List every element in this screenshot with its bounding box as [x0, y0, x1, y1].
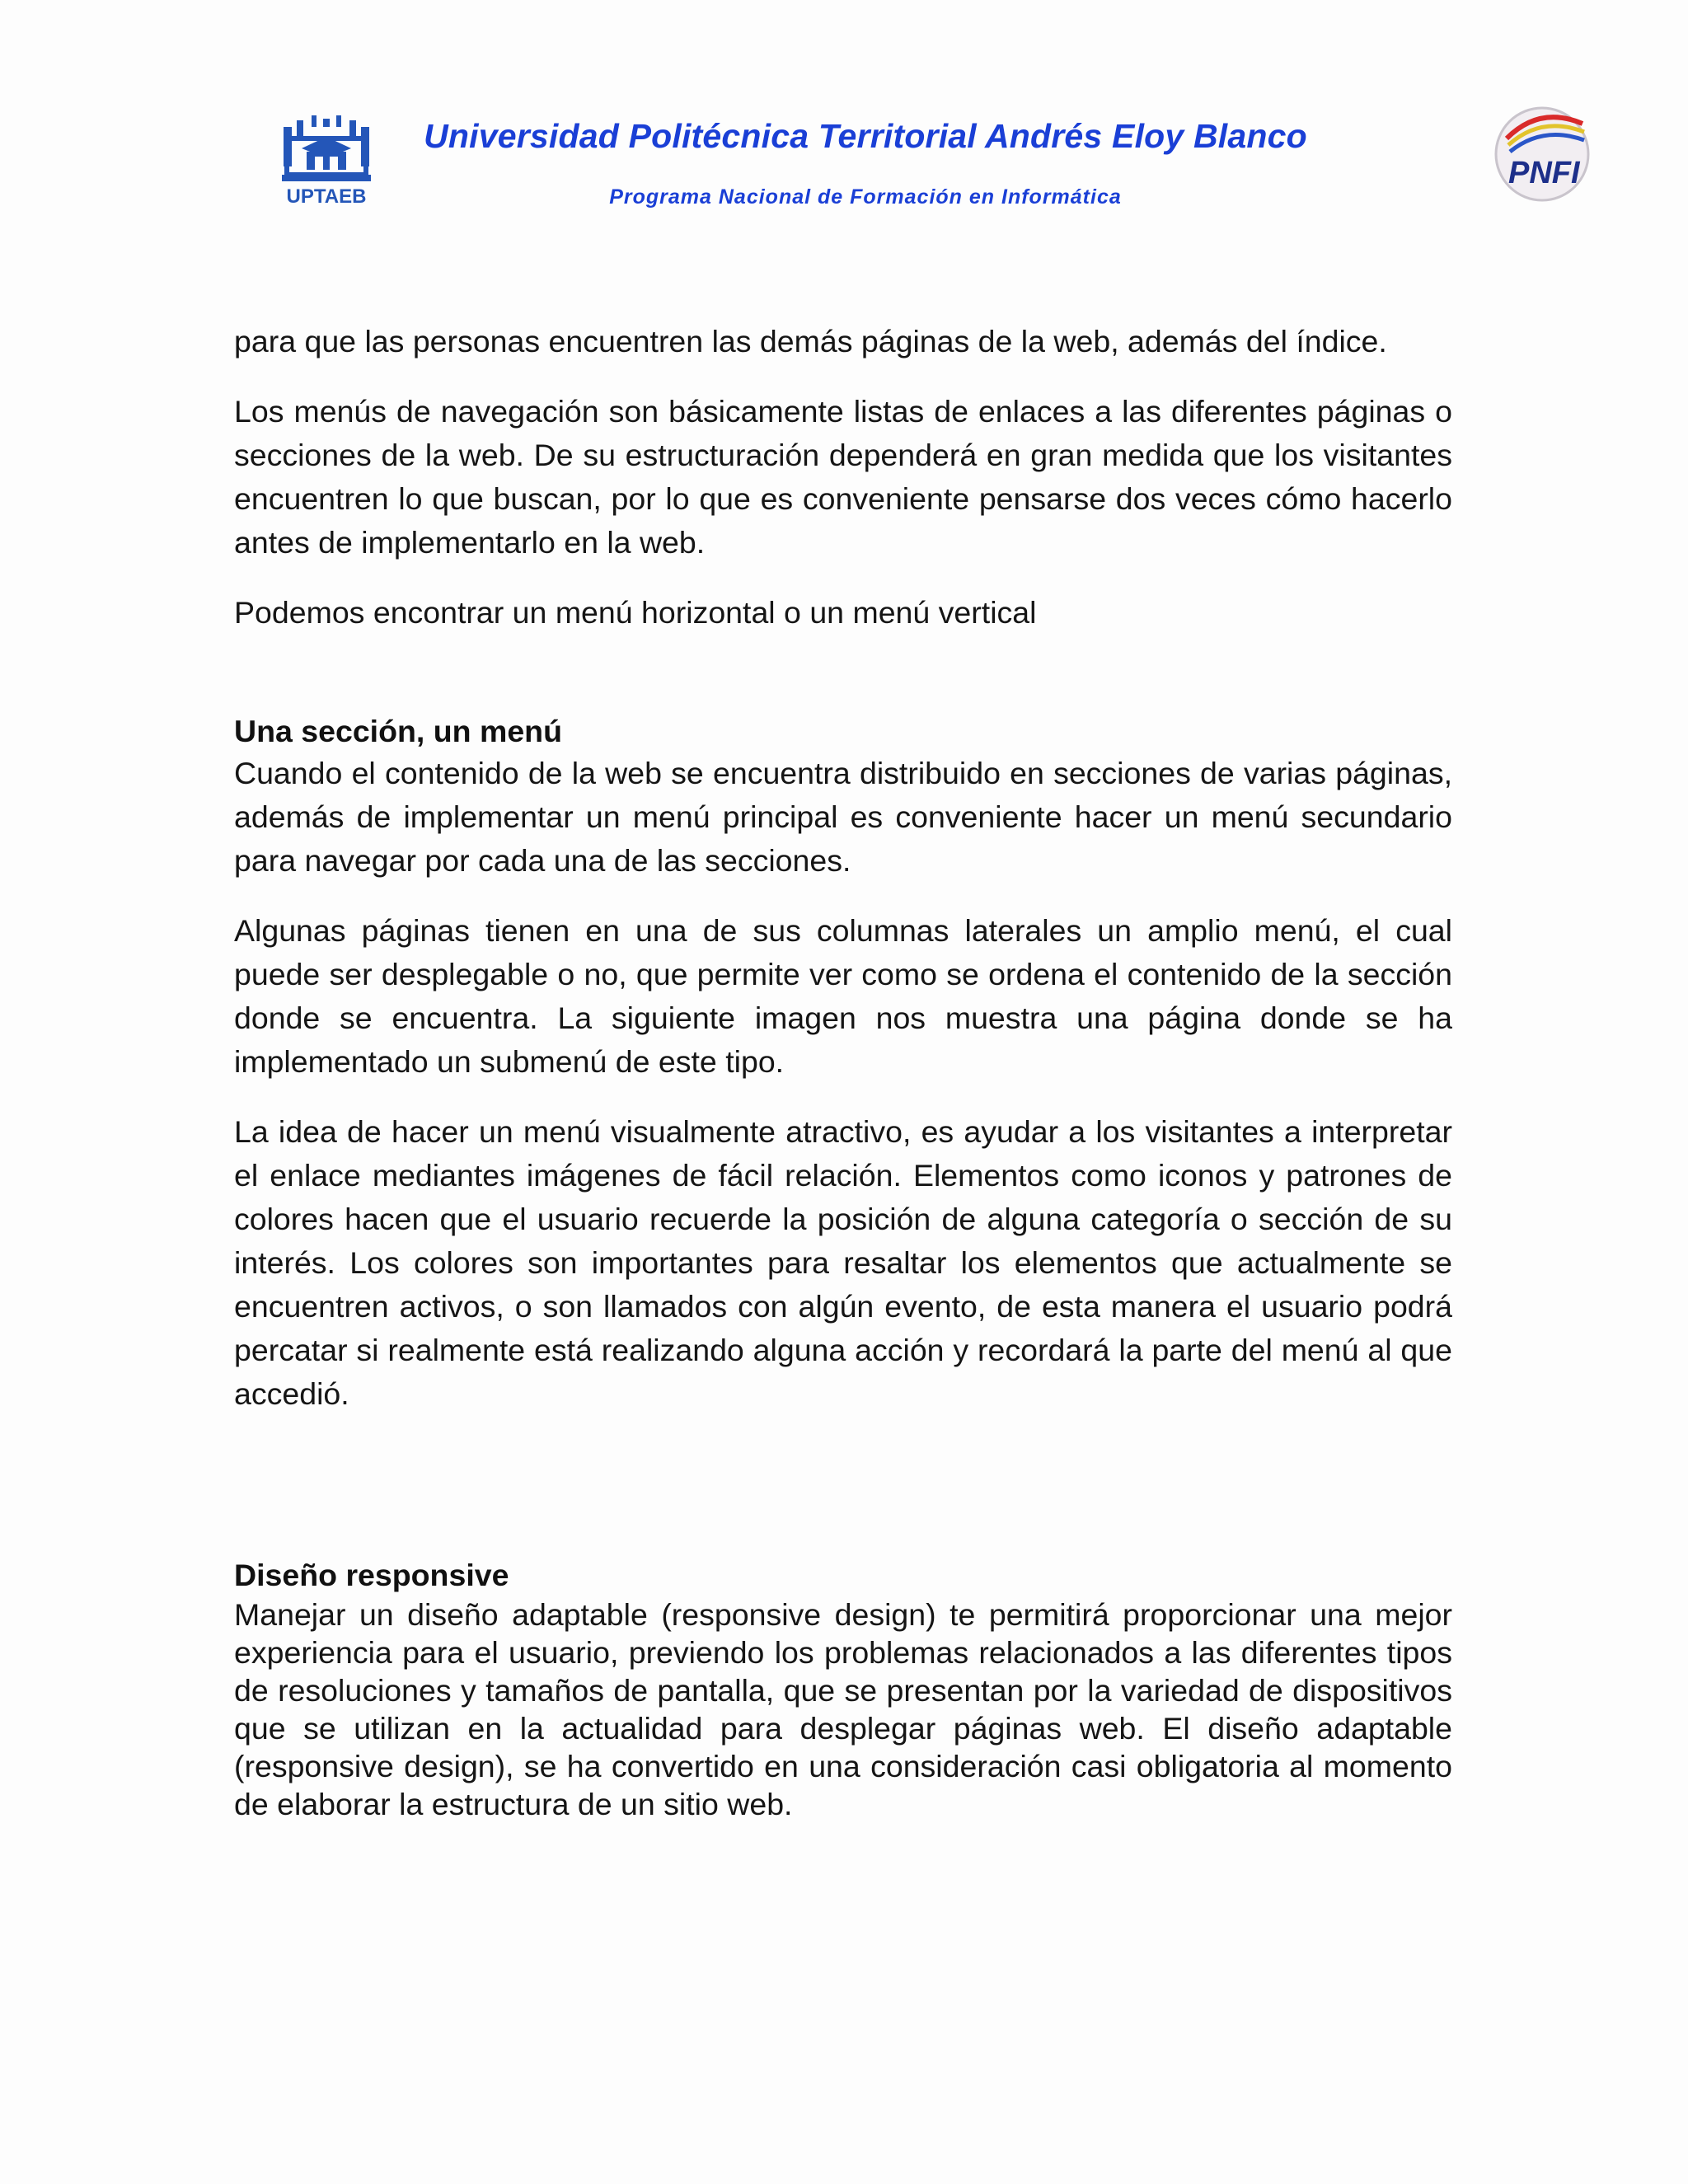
svg-text:UPTAEB: UPTAEB	[286, 185, 367, 208]
heading-diseno-responsive: Diseño responsive	[234, 1558, 509, 1592]
paragraph-columnas-laterales: Algunas páginas tienen en una de sus columnas laterales un amplio menú, el cual puede ser desplegable o no, que permite ver como se ordena el contenido de la sección donde se encuentra. La siguiente imagen nos muestra una página donde se ha implementado un submenú de este tipo.	[234, 913, 1452, 1079]
uptaeb-logo	[279, 115, 374, 214]
paragraph-menu-atractivo: La idea de hacer un menú visualmente atractivo, es ayudar a los visitantes a interpretar el enlace mediantes imágenes de fácil relación. Elementos como iconos y patrones de colores hacen que el usuario recuerde la posición de alguna categoría o sección de su interés. Los colores son importantes para resaltar los elementos que actualmente se encuentren activos, o son llamados con algún evento, de esta manera el usuario podrá percatar si realmente está realizando alguna acción y recordará la parte del menú al que accedió.	[234, 1114, 1452, 1411]
pnfi-logo	[1490, 102, 1594, 206]
paragraph-responsive: Manejar un diseño adaptable (responsive design) te permitirá proporcionar una mejor experiencia para el usuario, previendo los problemas relacionados a las diferentes tipos de resoluciones y tamaños de pantalla, que se presentan por la variedad de dispositivos que se utilizan en la actualidad para desplegar páginas web. El diseño adaptable (responsive design), se ha convertido en una consideración casi obligatoria al momento de elaborar la estructura de un sitio web.	[234, 1597, 1452, 1821]
paragraph-menu-tipos: Podemos encontrar un menú horizontal o un menú vertical	[234, 595, 1037, 630]
program-subtitle: Programa Nacional de Formación en Informática	[609, 185, 1122, 209]
svg-text:PNFI: PNFI	[1508, 156, 1580, 190]
university-title: Universidad Politécnica Territorial Andrés Eloy Blanco	[424, 117, 1307, 155]
heading-una-seccion: Una sección, un menú	[234, 714, 562, 748]
body-content	[234, 320, 1452, 1823]
paragraph-secciones: Cuando el contenido de la web se encuentra distribuido en secciones de varias páginas, además de implementar un menú principal es conveniente hacer un menú secundario para navegar por cada una de las secciones.	[234, 756, 1452, 878]
paragraph-indice: para que las personas encuentren las demás páginas de la web, además del índice.	[234, 324, 1387, 359]
paragraph-menus-navegacion: Los menús de navegación son básicamente listas de enlaces a las diferentes páginas o secciones de la web. De su estructuración dependerá en gran medida que los visitantes encuentren lo que buscan, por lo que es conveniente pensarse dos veces cómo hacerlo antes de implementarlo en la web.	[234, 394, 1452, 560]
